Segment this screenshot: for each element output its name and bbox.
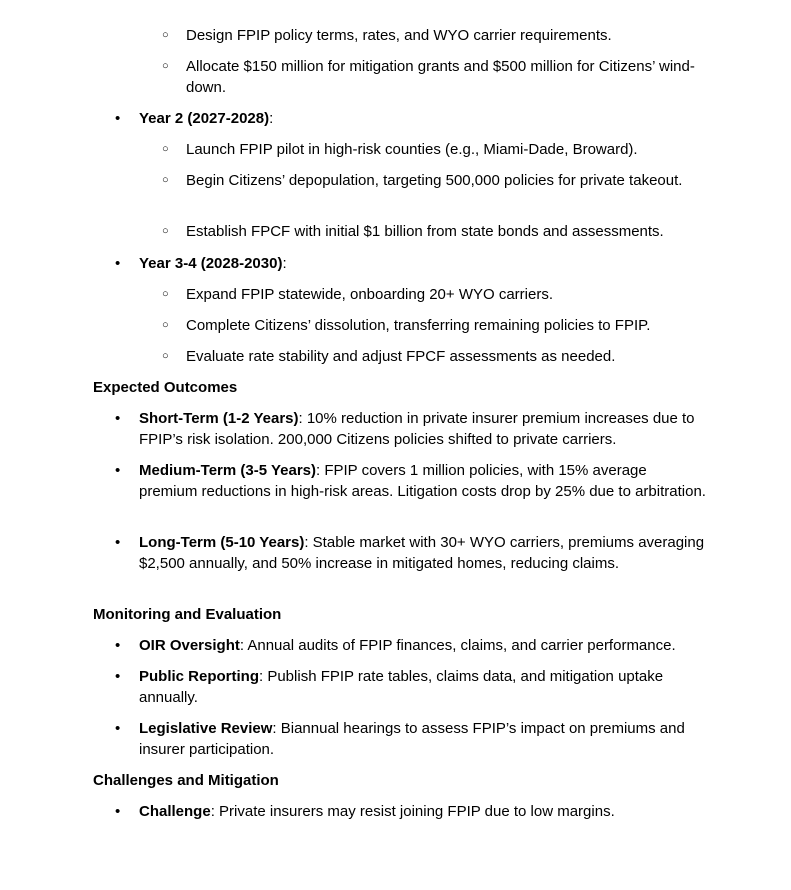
filled-bullet-icon: • [115,720,121,737]
item-label: Public Reporting [139,668,259,685]
item-text: : Biannual hearings to assess FPIP’s impact on premiums and insurer participation. [139,720,685,758]
sub-list-item-text: Complete Citizens’ dissolution, transferring remaining policies to FPIP. [186,317,651,334]
item-label: Challenge [139,803,211,820]
item-label: OIR Oversight [139,637,240,654]
item-label: Long-Term (5-10 Years) [139,534,305,551]
hollow-bullet-icon: ○ [162,29,169,41]
item-label: Legislative Review [139,720,273,737]
filled-bullet-icon: • [115,255,121,272]
year-2-suffix: : [269,110,274,127]
item-text: : Annual audits of FPIP finances, claims, and carrier performance. [239,637,676,654]
hollow-bullet-icon: ○ [162,143,169,155]
item-text: : Private insurers may resist joining FPIP due to low margins. [210,803,615,820]
hollow-bullet-icon: ○ [162,319,169,331]
item-text: : Stable market with 30+ WYO carriers, premiums averaging $2,500 annually, and 50% increase in mitigated homes, reducing claims. [139,534,705,572]
section-heading-expected-outcomes: Expected Outcomes [93,379,238,396]
filled-bullet-icon: • [115,410,121,427]
item-text: : FPIP covers 1 million policies, with 15% average premium reductions in high-risk areas. Litigation costs drop by 25% due to arbitration. [139,462,706,500]
section-heading-monitoring: Monitoring and Evaluation [93,606,282,623]
sub-list-item-text: Evaluate rate stability and adjust FPCF assessments as needed. [186,348,616,365]
year-3-4-label: Year 3-4 (2028-2030) [139,255,283,272]
hollow-bullet-icon: ○ [162,350,169,362]
hollow-bullet-icon: ○ [162,174,169,186]
hollow-bullet-icon: ○ [162,60,169,72]
filled-bullet-icon: • [115,462,121,479]
sub-list-item-text: Allocate $150 million for mitigation grants and $500 million for Citizens’ wind-down. [186,58,695,96]
filled-bullet-icon: • [115,668,121,685]
hollow-bullet-icon: ○ [162,288,169,300]
year-2-label: Year 2 (2027-2028) [139,110,270,127]
sub-list-item-text: Launch FPIP pilot in high-risk counties (e.g., Miami-Dade, Broward). [186,141,638,158]
item-label: Medium-Term (3-5 Years) [139,462,317,479]
filled-bullet-icon: • [115,534,121,551]
filled-bullet-icon: • [115,637,121,654]
year-3-4-suffix: : [282,255,287,272]
sub-list-item-text: Establish FPCF with initial $1 billion from state bonds and assessments. [186,223,664,240]
filled-bullet-icon: • [115,110,121,127]
hollow-bullet-icon: ○ [162,225,169,237]
section-heading-challenges: Challenges and Mitigation [93,772,279,789]
sub-list-item-text: Begin Citizens’ depopulation, targeting 500,000 policies for private takeout. [186,172,683,189]
item-text: : Publish FPIP rate tables, claims data, and mitigation uptake annually. [139,668,664,706]
sub-list-item-text: Design FPIP policy terms, rates, and WYO carrier requirements. [186,27,612,44]
sub-list-item-text: Expand FPIP statewide, onboarding 20+ WYO carriers. [186,286,553,303]
filled-bullet-icon: • [115,803,121,820]
item-text: : 10% reduction in private insurer premium increases due to FPIP’s risk isolation. 200,000 Citizens policies shifted to private carriers. [139,410,695,448]
item-label: Short-Term (1-2 Years) [139,410,299,427]
